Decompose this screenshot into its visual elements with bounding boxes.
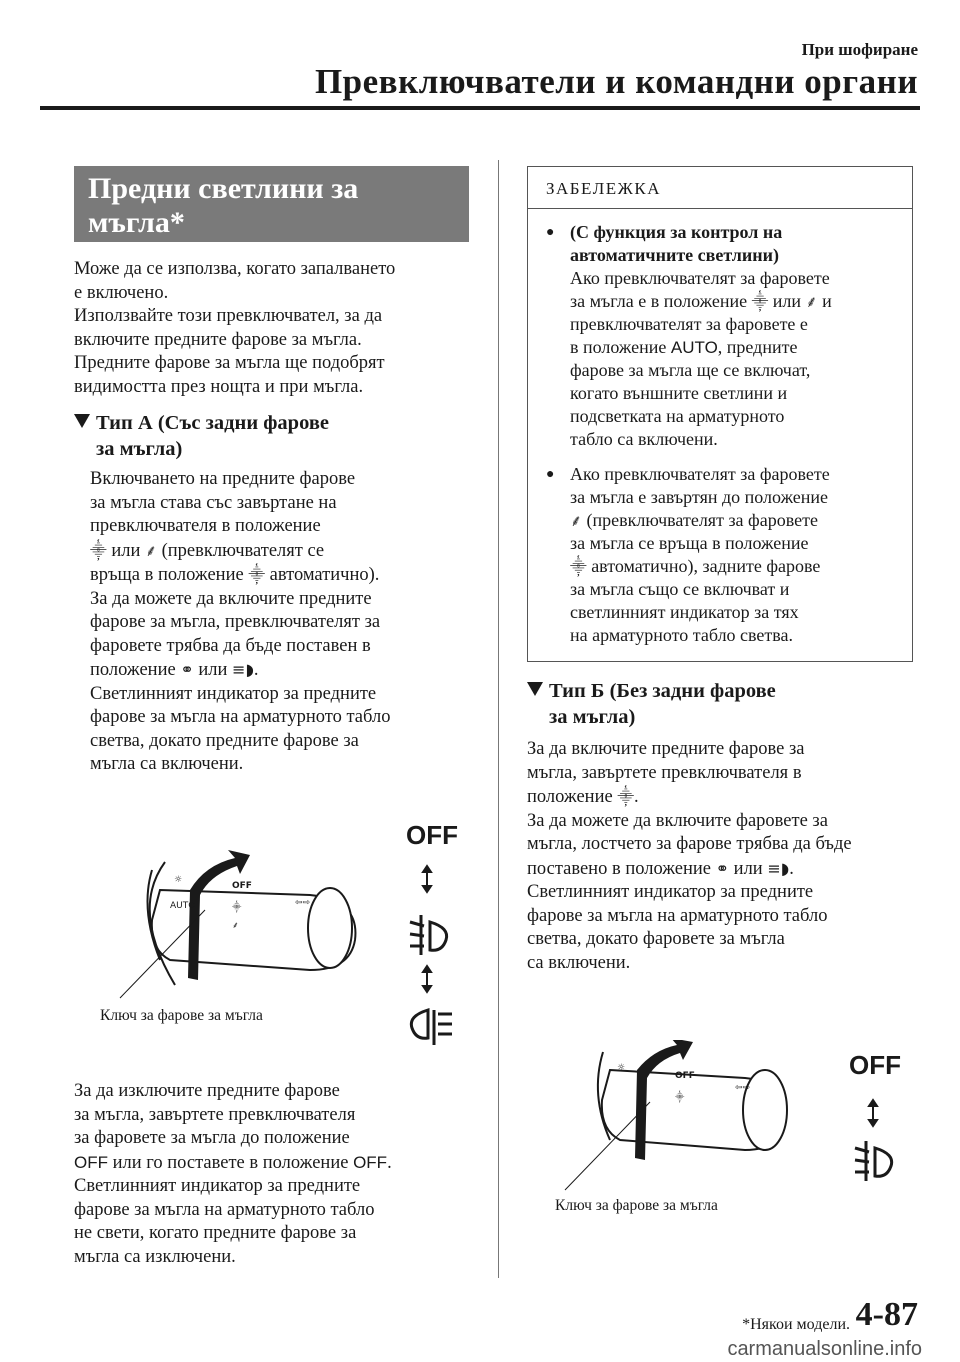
headlight-icon: ≡◗ (232, 660, 254, 679)
svg-text:AUTO: AUTO (170, 901, 196, 911)
rear-fog-icon: ⸙ (570, 511, 583, 530)
figure-caption: Ключ за фарове за мъгла (555, 1197, 718, 1214)
svg-text:OFF: OFF (675, 1071, 695, 1081)
note-box (527, 166, 913, 662)
svg-text:OFF: OFF (232, 881, 252, 891)
text-line: светва, докато предните фарове за (90, 730, 359, 751)
intro-line: видимостта през нощта и при мъгла. (74, 376, 364, 397)
watermark: carmanualsonline.info (727, 1338, 922, 1360)
bullet-icon: ● (546, 467, 555, 482)
text-line: са включени. (527, 952, 631, 973)
off-text (74, 1080, 484, 1269)
text-line: не свети, когато предните фарове за (74, 1223, 357, 1243)
intro-line: Предните фарове за мъгла ще подобрят (74, 353, 385, 373)
triangle-bullet-icon (527, 682, 543, 696)
text-line: За да включите предните фарове за (527, 739, 805, 759)
front-fog-icon: ⸎ (570, 557, 587, 576)
figure-caption: Ключ за фарове за мъгла (100, 1007, 263, 1024)
text-line: фарове за мъгла, превключвателят за (90, 612, 381, 632)
type-a-heading (74, 410, 484, 462)
section-title-line: мъгла* (88, 206, 185, 239)
intro-text (74, 258, 484, 399)
front-fog-icon (410, 915, 447, 955)
text-line: OFF или го поставете в положение OFF. (74, 1152, 392, 1173)
parking-lights-icon: ⚭ (715, 858, 730, 878)
text-line: Светлинният индикатор за предните (527, 882, 814, 902)
text-line: поставено в положение ⚭ или ≡◗. (527, 858, 794, 879)
svg-text:⇦⇨: ⇦⇨ (735, 1083, 751, 1093)
bullet-icon: ● (546, 225, 555, 240)
text-line: за мъгла става със завъртане на (90, 492, 337, 513)
intro-line: включите предните фарове за мъгла. (74, 329, 362, 350)
text-line: Светлинният индикатор за предните (90, 683, 377, 704)
intro-line: е включено. (74, 282, 169, 303)
text-line: за фаровете за мъгла до положение (74, 1128, 350, 1148)
fog-switch-figure-b (545, 1040, 925, 1220)
running-header-title: Превключватели и командни органи (314, 62, 918, 101)
note-item: ● (С функция за контрол на автоматичните светлини) Ако превключвателят за фаровете за мъгла е в положение ⸎ или ⸙ и превключвателят за фаровете е в положение AUTO, предните фарове за мъгла ще се включат, когато външните светлини и подсветката на арматурното табло са включени. (546, 222, 832, 449)
text-line: фарове за мъгла на арматурното табло (74, 1199, 375, 1220)
note-item: ● Ако превключвателят за фаровете за мъгла е завъртян до положение ⸙ (превключвателят за фаровете за мъгла се връща в положение ⸎ автоматично), задните фарове за мъгла също се включват и светлинният индикатор за тях на арматурното табло светва. (546, 464, 830, 645)
rear-fog-icon (411, 1010, 452, 1045)
text-line: положение ⸎. (527, 787, 639, 807)
footnote: *Някои модели. (742, 1316, 850, 1333)
front-fog-icon: ⸎ (617, 787, 635, 806)
section-title-line: Предни светлини за (88, 172, 359, 205)
text-line: мъгла са изключени. (74, 1246, 236, 1267)
off-position-label: OFF (406, 820, 458, 850)
svg-text:⇦⇨: ⇦⇨ (295, 898, 311, 908)
position-arrows (869, 1100, 877, 1126)
text-line: За да можете да включите предните (90, 588, 372, 609)
lever-stalk (598, 1052, 787, 1150)
text-line: мъгла, лостчето за фарове трябва да бъде (527, 834, 852, 854)
triangle-bullet-icon (74, 414, 90, 428)
heading-text: Тип Б (Без задни фарове (549, 680, 776, 702)
front-fog-icon: ⸎ (248, 565, 265, 584)
text-line: За да можете да включите фаровете за (527, 810, 828, 831)
header-rule (40, 106, 920, 110)
running-header-section: При шофиране (801, 40, 918, 59)
off-position-label: OFF (849, 1050, 901, 1080)
intro-line: Може да се използва, когато запалването (74, 259, 396, 279)
text-line: мъгла са включени. (90, 754, 244, 774)
text-line: ⸎ или ⸙ (превключвателят се (90, 540, 325, 561)
svg-text:☼: ☼ (617, 1063, 626, 1073)
text-line: фарове за мъгла на арматурното табло (527, 905, 828, 926)
rear-fog-icon: ⸙ (144, 540, 157, 560)
parking-lights-icon: ⚭ (180, 660, 194, 679)
text-line: връща в положение ⸎ автоматично). (90, 565, 380, 585)
svg-text:⸎: ⸎ (675, 1093, 685, 1103)
text-line: За да изключите предните фарове (74, 1081, 340, 1101)
type-b-heading (527, 678, 927, 730)
rear-fog-icon: ⸙ (805, 292, 818, 311)
auto-label: AUTO (670, 338, 718, 357)
front-fog-icon (855, 1141, 892, 1181)
off-label: OFF (353, 1152, 388, 1172)
text-line: фарове за мъгла на арматурното табло (90, 707, 391, 727)
off-label: OFF (74, 1152, 108, 1172)
text-line: фаровете трябва да бъде поставен в (90, 635, 371, 656)
heading-text: Тип А (Със задни фарове (96, 412, 329, 434)
heading-text: за мъгла) (96, 438, 183, 460)
svg-text:☼: ☼ (174, 875, 183, 885)
front-fog-icon: ⸎ (90, 540, 107, 560)
svg-text:⸙: ⸙ (232, 921, 239, 931)
text-line: Включването на предните фарове (90, 469, 356, 489)
text-line: за мъгла, завъртете превключвателя (74, 1104, 356, 1125)
headlight-icon: ≡◗ (767, 858, 790, 878)
text-line: положение ⚭ или ≡◗. (90, 660, 259, 680)
section-title-box (74, 166, 469, 242)
text-line: светва, докато фаровете за мъгла (527, 929, 785, 949)
text-line: превключвателя в положение (90, 516, 321, 536)
type-b-text (527, 738, 927, 975)
column-divider (498, 160, 499, 1278)
fog-switch-figure-a (90, 810, 470, 1060)
note-title: ЗАБЕЛЕЖКА (528, 167, 912, 209)
type-a-text (90, 468, 490, 777)
text-line: мъгла, завъртете превключвателя в (527, 762, 802, 783)
heading-text: за мъгла) (549, 706, 636, 728)
text-line: Светлинният индикатор за предните (74, 1176, 361, 1196)
page-number: 4-87 (855, 1296, 918, 1333)
front-fog-icon: ⸎ (751, 292, 769, 311)
svg-text:⸎: ⸎ (232, 903, 242, 913)
intro-line: Използвайте този превключвател, за да (74, 306, 383, 326)
